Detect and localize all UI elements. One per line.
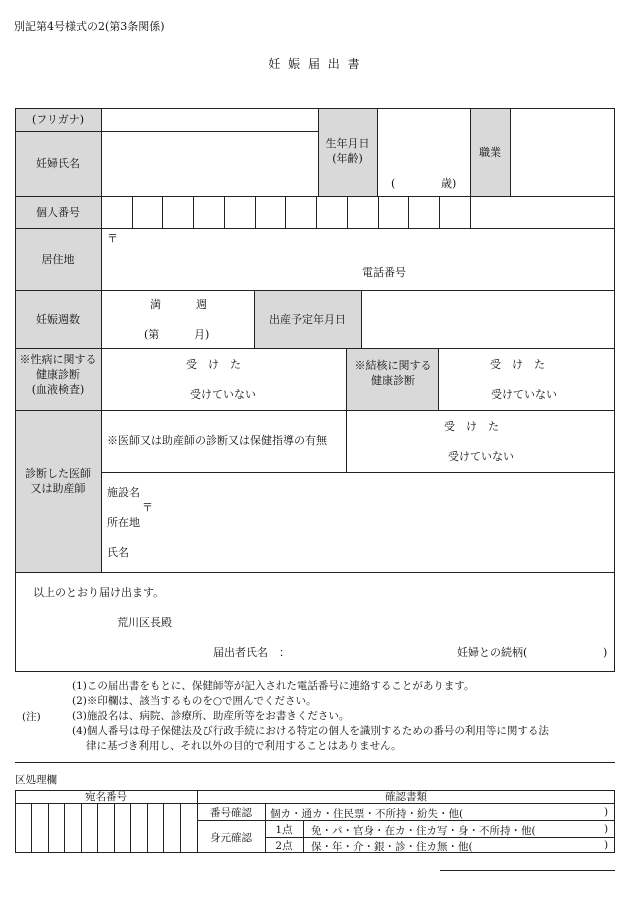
occupation-input[interactable]	[511, 109, 615, 196]
confirm-docs-label: 確認書類	[385, 791, 427, 803]
personal-number-label: 個人番号	[36, 205, 80, 219]
guidance-not-received-option[interactable]: 受けていない	[448, 450, 514, 463]
number-confirm-label: 番号確認	[210, 806, 252, 819]
relation-close: )	[603, 646, 608, 659]
mother-name-input[interactable]	[102, 132, 318, 196]
facility-postal-mark: 〒	[142, 501, 153, 514]
weeks-unit: 週	[196, 298, 207, 311]
guidance-label: ※医師又は助産師の診断又は保健指導の有無	[107, 434, 327, 447]
divider	[15, 762, 615, 763]
one-point-docs: 免・パ・官身・在カ・住カ写・身・不所持・他(	[311, 825, 536, 837]
guidance-received-option[interactable]: 受 け た	[444, 420, 499, 433]
identity-confirm-label: 身元確認	[210, 831, 252, 844]
tb-received-option[interactable]: 受 け た	[490, 358, 545, 371]
facility-label: 施設名	[107, 486, 140, 499]
form-reference: 別記第4号様式の2(第3条関係)	[14, 20, 165, 33]
relation-input[interactable]	[535, 640, 601, 662]
notes-label: (注)	[22, 711, 41, 723]
tb-exam-label: ※結核に関する健康診断	[354, 359, 432, 387]
two-point-label: 2点	[275, 840, 293, 852]
age-close: 歳)	[441, 177, 457, 190]
month-close: 月)	[194, 328, 210, 341]
weeks-full: 満	[150, 298, 161, 311]
submitter-label: 届出者氏名 ：	[213, 646, 290, 659]
signature-line	[440, 870, 615, 871]
tb-not-received-option[interactable]: 受けていない	[491, 388, 557, 401]
due-date-label: 出産予定年月日	[269, 312, 346, 326]
mother-name-label: 妊婦氏名	[36, 157, 80, 170]
age-open: (	[391, 177, 396, 190]
number-confirm-docs: 個カ・通カ・住民票・不所持・紛失・他(	[270, 808, 464, 820]
two-point-close: )	[604, 839, 609, 851]
addressee-text: 荒川区長殿	[117, 616, 172, 629]
two-point-docs: 保・年・介・銀・診・住カ無・他(	[311, 841, 473, 853]
furigana-label: (フリガナ)	[31, 113, 85, 126]
birthdate-label: 生年月日 (年齢)	[325, 137, 370, 165]
phone-label: 電話番号	[362, 266, 406, 279]
address-label: 居住地	[41, 252, 75, 266]
std-not-received-option[interactable]: 受けていない	[190, 388, 256, 401]
note-item: (2)※印欄は、該当するものを○で囲んでください。	[72, 695, 317, 707]
note-item: (3)施設名は、病院、診療所、助産所等をお書きください。	[72, 710, 350, 722]
facility-input[interactable]	[102, 473, 615, 572]
personal-number-input[interactable]	[102, 197, 470, 228]
number-confirm-close: )	[604, 806, 609, 818]
postal-mark: 〒	[107, 232, 118, 245]
declaration-text: 以上のとおり届け出ます。	[33, 586, 165, 599]
note-item: (1)この届出書をもとに、保健師等が記入された電話番号に連絡することがあります。	[72, 680, 475, 692]
relation-label: 妊婦との続柄(	[457, 646, 528, 659]
note-item: (4)個人番号は母子保健法及び行政手続における特定の個人を識別するための番号の利用等に関する法	[72, 725, 549, 737]
form-title: 妊 娠 届 出 書	[268, 57, 362, 71]
location-label: 所在地	[107, 516, 140, 529]
office-section-label: 区処理欄	[15, 774, 57, 786]
furigana-input[interactable]	[102, 109, 318, 131]
doctor-label: 診断した医師又は助産師	[25, 467, 91, 495]
one-point-label: 1点	[275, 823, 293, 836]
std-received-option[interactable]: 受 け た	[186, 358, 241, 371]
note-item: 律に基づき利用し、それ以外の目的で利用することはありません。	[86, 740, 402, 752]
submitter-name-input[interactable]	[275, 640, 450, 662]
month-open: (第	[144, 328, 160, 341]
doctor-name-label: 氏名	[107, 546, 129, 559]
address-input[interactable]	[102, 229, 615, 290]
one-point-close: )	[604, 823, 609, 835]
occupation-label: 職業	[479, 145, 501, 159]
due-date-input[interactable]	[362, 291, 615, 348]
std-exam-label: ※性病に関する健康診断 (血液検査)	[19, 353, 97, 396]
address-number-label: 宛名番号	[85, 791, 127, 803]
weeks-label: 妊娠週数	[36, 312, 80, 326]
